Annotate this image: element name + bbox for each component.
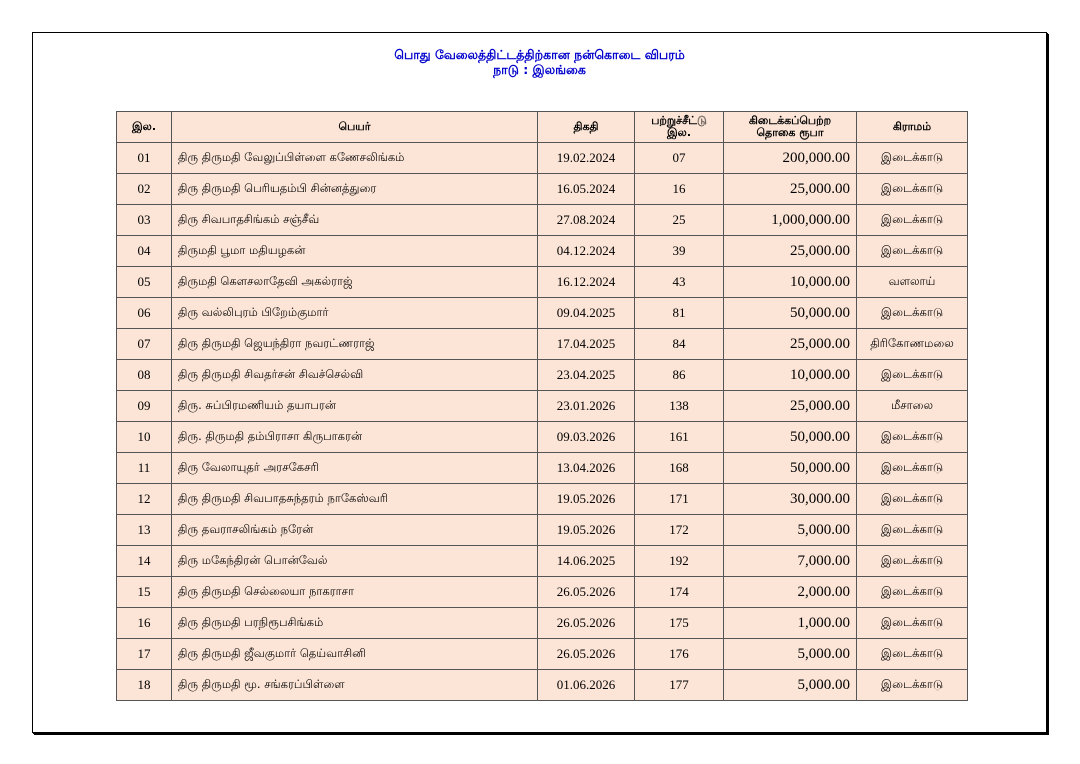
- table-row: [117, 608, 968, 639]
- cell-amount: 5,000.00: [724, 515, 857, 546]
- cell-no: 11: [117, 453, 172, 484]
- cell-receipt: 171: [635, 484, 724, 515]
- column-header-amount-line1: கிடைக்கப்பெற்ற: [748, 114, 832, 127]
- cell-date: 19.05.2026: [538, 484, 635, 515]
- cell-receipt: 86: [635, 360, 724, 391]
- cell-amount: 1,000,000.00: [724, 205, 857, 236]
- table-row: [117, 143, 968, 174]
- column-header-receipt: [635, 112, 724, 143]
- table-row: [117, 453, 968, 484]
- table-header-row: [117, 112, 968, 143]
- cell-amount: 25,000.00: [724, 174, 857, 205]
- column-header-village: கிராமம்: [857, 112, 968, 143]
- cell-date: 26.05.2026: [538, 577, 635, 608]
- cell-amount: 50,000.00: [724, 298, 857, 329]
- cell-no: 10: [117, 422, 172, 453]
- cell-receipt: 175: [635, 608, 724, 639]
- cell-name: திரு திருமதி செல்லையா நாகராசா: [172, 577, 538, 608]
- cell-village: திரிகோணமலை: [857, 329, 968, 360]
- cell-date: 16.05.2024: [538, 174, 635, 205]
- cell-no: 05: [117, 267, 172, 298]
- cell-receipt: 43: [635, 267, 724, 298]
- document-title: பொது வேலைத்திட்டத்திற்கான நன்கொடை விபரம்: [394, 47, 685, 62]
- cell-date: 14.06.2025: [538, 546, 635, 577]
- cell-amount: 25,000.00: [724, 329, 857, 360]
- table-row: [117, 298, 968, 329]
- cell-date: 19.02.2024: [538, 143, 635, 174]
- cell-village: இடைக்காடு: [857, 236, 968, 267]
- cell-receipt: 81: [635, 298, 724, 329]
- cell-name: திரு. திருமதி தம்பிராசா கிருபாகரன்: [172, 422, 538, 453]
- cell-village: வளலாய்: [857, 267, 968, 298]
- cell-no: 17: [117, 639, 172, 670]
- table-row: [117, 360, 968, 391]
- cell-no: 01: [117, 143, 172, 174]
- cell-village: இடைக்காடு: [857, 639, 968, 670]
- table-row: [117, 422, 968, 453]
- cell-no: 13: [117, 515, 172, 546]
- cell-amount: 50,000.00: [724, 422, 857, 453]
- cell-name: திரு மகேந்திரன் பொன்வேல்: [172, 546, 538, 577]
- cell-no: 04: [117, 236, 172, 267]
- cell-receipt: 172: [635, 515, 724, 546]
- donations-table: [116, 111, 968, 701]
- cell-receipt: 176: [635, 639, 724, 670]
- cell-village: இடைக்காடு: [857, 360, 968, 391]
- cell-name: திரு திருமதி பரநிரூபசிங்கம்: [172, 608, 538, 639]
- table-row: [117, 546, 968, 577]
- cell-amount: 2,000.00: [724, 577, 857, 608]
- cell-receipt: 174: [635, 577, 724, 608]
- cell-village: இடைக்காடு: [857, 174, 968, 205]
- table-row: [117, 391, 968, 422]
- cell-date: 09.03.2026: [538, 422, 635, 453]
- cell-receipt: 161: [635, 422, 724, 453]
- cell-no: 06: [117, 298, 172, 329]
- cell-village: இடைக்காடு: [857, 453, 968, 484]
- cell-village: இடைக்காடு: [857, 298, 968, 329]
- cell-village: இடைக்காடு: [857, 670, 968, 701]
- cell-name: திரு சிவபாதசிங்கம் சஞ்சீவ்: [172, 205, 538, 236]
- cell-no: 02: [117, 174, 172, 205]
- column-header-receipt-line1: பற்றுச்சீட்டு: [651, 114, 707, 127]
- table-row: [117, 236, 968, 267]
- cell-date: 23.01.2026: [538, 391, 635, 422]
- cell-village: இடைக்காடு: [857, 577, 968, 608]
- cell-date: 13.04.2026: [538, 453, 635, 484]
- cell-name: திரு திருமதி ஜெயந்திரா நவரட்ணராஜ்: [172, 329, 538, 360]
- cell-date: 23.04.2025: [538, 360, 635, 391]
- cell-name: திரு திருமதி ஜீவகுமார் தெய்வாசினி: [172, 639, 538, 670]
- table-row: [117, 577, 968, 608]
- cell-name: திரு திருமதி சிவதர்சன் சிவச்செல்வி: [172, 360, 538, 391]
- cell-date: 19.05.2026: [538, 515, 635, 546]
- cell-village: இடைக்காடு: [857, 608, 968, 639]
- cell-name: திரு தவராசலிங்கம் நரேன்: [172, 515, 538, 546]
- column-header-no: இல.: [117, 112, 172, 143]
- column-header-name: பெயர்: [172, 112, 538, 143]
- cell-date: 01.06.2026: [538, 670, 635, 701]
- cell-date: 26.05.2026: [538, 608, 635, 639]
- cell-amount: 25,000.00: [724, 391, 857, 422]
- cell-date: 09.04.2025: [538, 298, 635, 329]
- cell-name: திரு. சுப்பிரமணியம் தயாபரன்: [172, 391, 538, 422]
- cell-village: இடைக்காடு: [857, 515, 968, 546]
- table-row: [117, 484, 968, 515]
- cell-no: 03: [117, 205, 172, 236]
- cell-receipt: 07: [635, 143, 724, 174]
- cell-no: 18: [117, 670, 172, 701]
- cell-village: மீசாலை: [857, 391, 968, 422]
- cell-name: திரு திருமதி மூ. சங்கரப்பிள்ளை: [172, 670, 538, 701]
- column-header-amount-line2: தொகை ரூபா: [756, 126, 824, 139]
- cell-name: திரு வல்லிபுரம் பிறேம்குமார்: [172, 298, 538, 329]
- cell-no: 14: [117, 546, 172, 577]
- table-row: [117, 639, 968, 670]
- column-header-receipt-line2: இல.: [666, 126, 691, 139]
- cell-village: இடைக்காடு: [857, 546, 968, 577]
- table-row: [117, 515, 968, 546]
- document-header: [33, 47, 1046, 77]
- cell-name: திருமதி கௌசலாதேவி அகல்ராஜ்: [172, 267, 538, 298]
- cell-receipt: 39: [635, 236, 724, 267]
- cell-amount: 30,000.00: [724, 484, 857, 515]
- cell-amount: 5,000.00: [724, 670, 857, 701]
- cell-village: இடைக்காடு: [857, 422, 968, 453]
- cell-no: 12: [117, 484, 172, 515]
- table-body: [117, 143, 968, 701]
- cell-date: 26.05.2026: [538, 639, 635, 670]
- cell-no: 09: [117, 391, 172, 422]
- cell-receipt: 138: [635, 391, 724, 422]
- cell-amount: 1,000.00: [724, 608, 857, 639]
- cell-receipt: 25: [635, 205, 724, 236]
- cell-no: 16: [117, 608, 172, 639]
- cell-amount: 50,000.00: [724, 453, 857, 484]
- cell-name: திருமதி பூமா மதியழகன்: [172, 236, 538, 267]
- cell-date: 16.12.2024: [538, 267, 635, 298]
- cell-amount: 10,000.00: [724, 360, 857, 391]
- cell-receipt: 168: [635, 453, 724, 484]
- cell-receipt: 16: [635, 174, 724, 205]
- cell-receipt: 192: [635, 546, 724, 577]
- document-frame: [32, 32, 1047, 733]
- cell-amount: 7,000.00: [724, 546, 857, 577]
- document-subtitle: நாடு : இலங்கை: [493, 62, 586, 77]
- table-row: [117, 267, 968, 298]
- table-row: [117, 329, 968, 360]
- table-row: [117, 174, 968, 205]
- cell-amount: 5,000.00: [724, 639, 857, 670]
- cell-name: திரு திருமதி பெரியதம்பி சின்னத்துரை: [172, 174, 538, 205]
- cell-amount: 200,000.00: [724, 143, 857, 174]
- cell-no: 07: [117, 329, 172, 360]
- cell-date: 27.08.2024: [538, 205, 635, 236]
- cell-village: இடைக்காடு: [857, 205, 968, 236]
- cell-receipt: 84: [635, 329, 724, 360]
- cell-name: திரு திருமதி சிவபாதசுந்தரம் நாகேஸ்வரி: [172, 484, 538, 515]
- cell-receipt: 177: [635, 670, 724, 701]
- cell-date: 17.04.2025: [538, 329, 635, 360]
- table-row: [117, 670, 968, 701]
- cell-name: திரு வேலாயுதர் அரசகேசரி: [172, 453, 538, 484]
- cell-village: இடைக்காடு: [857, 484, 968, 515]
- cell-village: இடைக்காடு: [857, 143, 968, 174]
- cell-no: 08: [117, 360, 172, 391]
- cell-date: 04.12.2024: [538, 236, 635, 267]
- cell-amount: 10,000.00: [724, 267, 857, 298]
- column-header-date: திகதி: [538, 112, 635, 143]
- cell-no: 15: [117, 577, 172, 608]
- cell-amount: 25,000.00: [724, 236, 857, 267]
- table-row: [117, 205, 968, 236]
- cell-name: திரு திருமதி வேலுப்பிள்ளை கணேசலிங்கம்: [172, 143, 538, 174]
- column-header-amount: [724, 112, 857, 143]
